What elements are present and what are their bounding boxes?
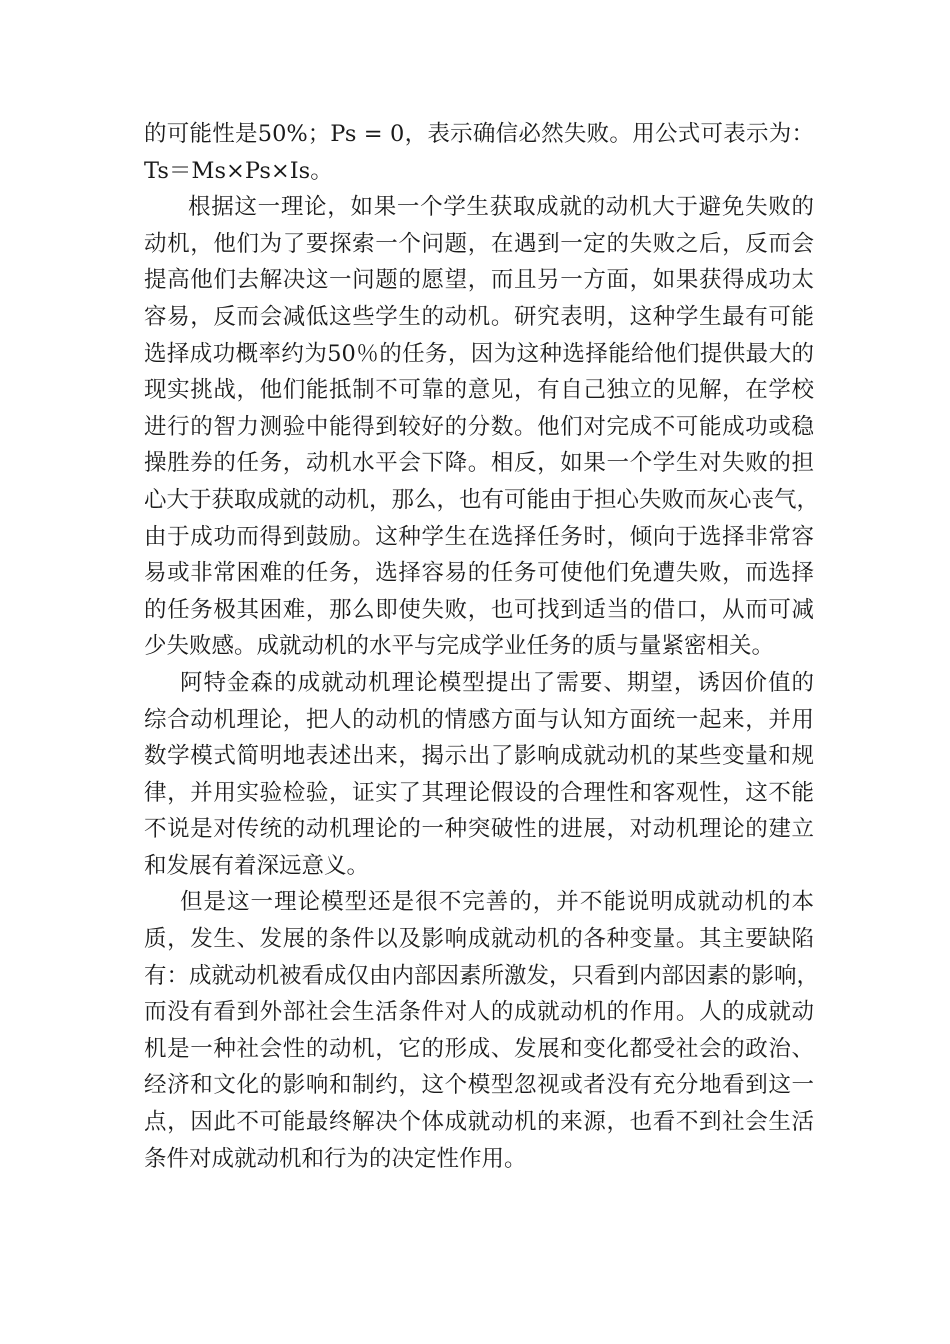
text-line: 不说是对传统的动机理论的一种突破性的进展，对动机理论的建立	[144, 816, 814, 843]
text-line: 质，发生、发展的条件以及影响成就动机的各种变量。其主要缺陷	[144, 926, 814, 953]
text-line: 而没有看到外部社会生活条件对人的成就动机的作用。人的成就动	[144, 999, 814, 1026]
text-line: 提高他们去解决这一问题的愿望，而且另一方面，如果获得成功太	[144, 267, 814, 294]
paragraph-4	[144, 884, 820, 1177]
text-line: 和发展有着深远意义。	[144, 852, 370, 879]
text-line: 操胜券的任务，动机水平会下降。相反，如果一个学生对失败的担	[144, 450, 814, 477]
text-line: Ts＝Ms×Ps×Is。	[144, 157, 333, 184]
text-line: 现实挑战，他们能抵制不可靠的意见，有自己独立的见解，在学校	[144, 377, 814, 404]
text-line: 的可能性是50%；Ps = 0，表示确信必然失败。用公式可表示为：	[144, 121, 814, 147]
text-line: 机是一种社会性的动机，它的形成、发展和变化都受社会的政治、	[144, 1035, 814, 1062]
text-line: 容易，反而会减低这些学生的动机。研究表明，这种学生最有可能	[144, 303, 814, 330]
text-line: 阿特金森的成就动机理论模型提出了需要、期望，诱因价值的	[180, 669, 814, 696]
text-line: 经济和文化的影响和制约，这个模型忽视或者没有充分地看到这一	[144, 1072, 814, 1099]
paragraph-2	[144, 189, 820, 665]
text-line: 根据这一理论，如果一个学生获取成就的动机大于避免失败的	[188, 194, 814, 221]
text-line: 由于成功而得到鼓励。这种学生在选择任务时，倾向于选择非常容	[144, 523, 814, 550]
paragraph-1	[144, 116, 814, 189]
text-line: 选择成功概率约为50％的任务，因为这种选择能给他们提供最大的	[144, 340, 814, 367]
text-line: 但是这一理论模型还是很不完善的，并不能说明成就动机的本	[180, 889, 814, 916]
document-body	[144, 116, 820, 1177]
paragraph-3	[144, 665, 814, 885]
text-line: 心大于获取成就的动机，那么，也有可能由于担心失败而灰心丧气，	[144, 486, 820, 513]
text-line: 进行的智力测验中能得到较好的分数。他们对完成不可能成功或稳	[144, 413, 814, 440]
text-line: 有：成就动机被看成仅由内部因素所激发，只看到内部因素的影响，	[144, 962, 820, 989]
text-line: 律，并用实验检验，证实了其理论假设的合理性和客观性，这不能	[144, 779, 814, 806]
text-line: 的任务极其困难，那么即使失败，也可找到适当的借口，从而可减	[144, 596, 814, 623]
text-line: 综合动机理论，把人的动机的情感方面与认知方面统一起来，并用	[144, 706, 814, 733]
text-line: 动机，他们为了要探索一个问题，在遇到一定的失败之后，反而会	[144, 230, 814, 257]
text-line: 条件对成就动机和行为的决定性作用。	[144, 1145, 527, 1172]
text-line: 数学模式简明地表述出来，揭示出了影响成就动机的某些变量和规	[144, 743, 814, 770]
text-line: 易或非常困难的任务，选择容易的任务可使他们免遭失败，而选择	[144, 560, 814, 587]
text-line: 少失败感。成就动机的水平与完成学业任务的质与量紧密相关。	[144, 633, 775, 660]
text-line: 点，因此不可能最终解决个体成就动机的来源，也看不到社会生活	[144, 1109, 814, 1136]
